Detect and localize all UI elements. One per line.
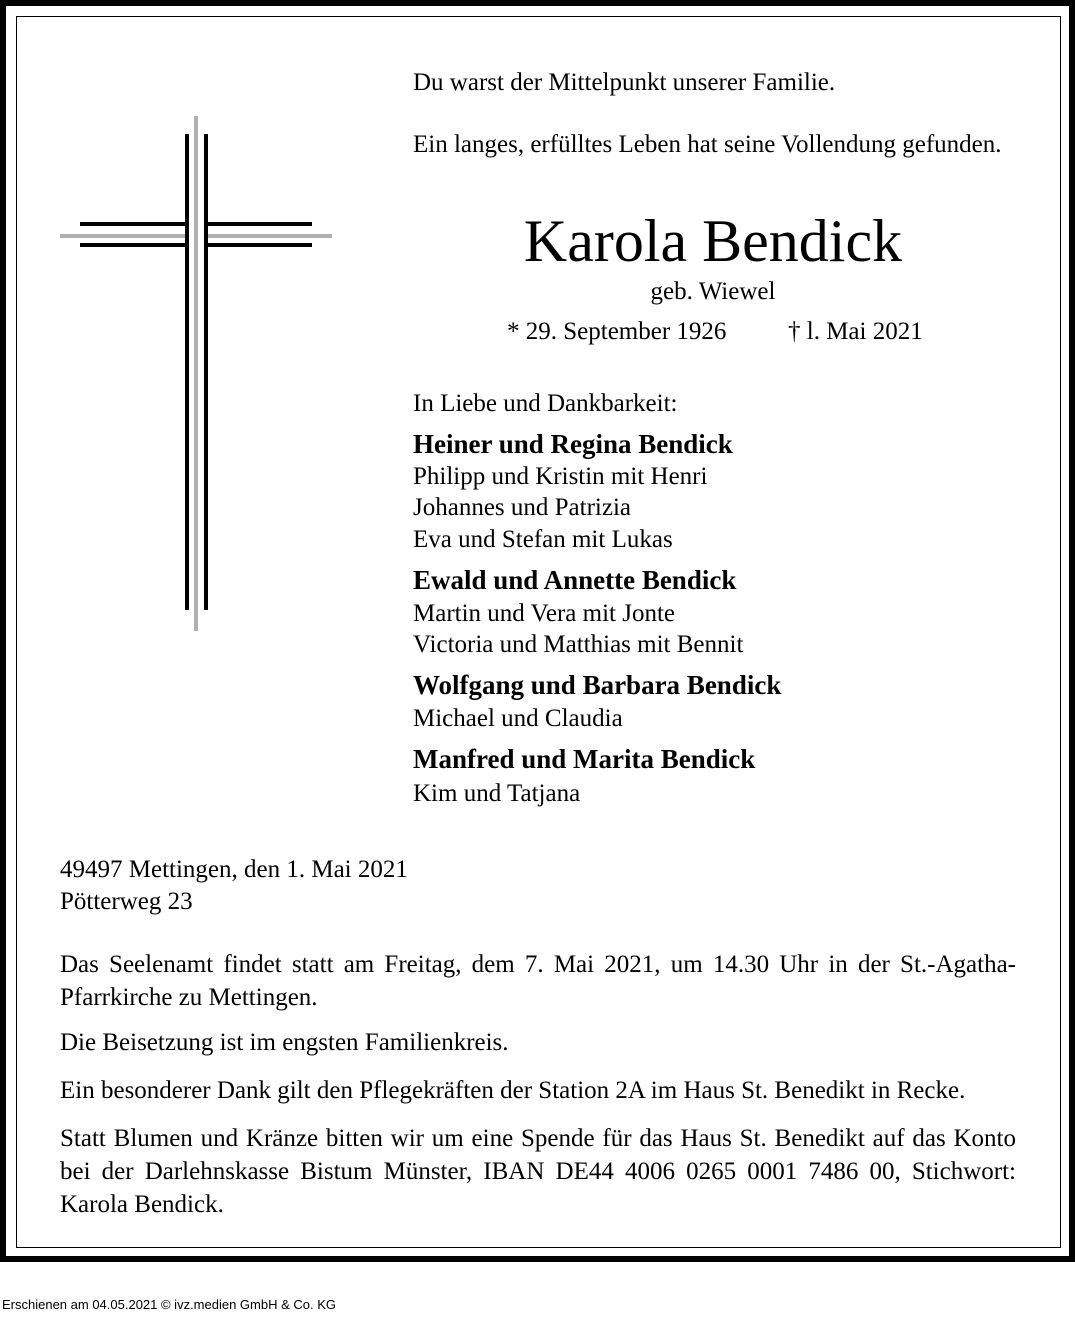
family-member: Philipp und Kristin mit Henri bbox=[413, 463, 708, 490]
cross-icon bbox=[60, 116, 332, 631]
donation-notice: Statt Blumen und Kränze bitten wir um eine Spende für das Haus St. Benedikt auf das Konto bei der Darlehnskasse Bistum Münster, IBAN DE44 4006 0265 0001 7486 00, Stichwort: Karola Bendick. bbox=[60, 1125, 1016, 1218]
thanks-notice: Ein besonderer Dank gilt den Pflegekräften der Station 2A im Haus St. Benedikt in Recke. bbox=[60, 1077, 966, 1104]
deceased-name: Karola Bendick bbox=[523, 208, 903, 274]
death-date: † l. Mai 2021 bbox=[788, 318, 923, 345]
family-member: Johannes und Patrizia bbox=[413, 494, 632, 521]
burial-notice: Die Beisetzung ist im engsten Familienkreis. bbox=[60, 1029, 509, 1056]
family-member: Martin und Vera mit Jonte bbox=[413, 600, 675, 627]
place-date: 49497 Mettingen, den 1. Mai 2021 bbox=[60, 856, 408, 883]
family-member: Victoria und Matthias mit Bennit bbox=[413, 631, 744, 658]
intro-line-2: Ein langes, erfülltes Leben hat seine Vollendung gefunden. bbox=[413, 131, 1002, 158]
family-head: Ewald und Annette Bendick bbox=[413, 565, 737, 595]
mourners-heading: In Liebe und Dankbarkeit: bbox=[413, 390, 678, 417]
maiden-name: geb. Wiewel bbox=[650, 278, 776, 305]
family-head: Heiner und Regina Bendick bbox=[413, 429, 733, 459]
service-notice: Das Seelenamt findet statt am Freitag, dem 7. Mai 2021, um 14.30 Uhr in der St.-Agatha-Pfarrkirche zu Mettingen. bbox=[60, 951, 1016, 1011]
family-member: Kim und Tatjana bbox=[413, 780, 581, 807]
family-head: Manfred und Marita Bendick bbox=[413, 744, 756, 774]
birth-date: * 29. September 1926 bbox=[507, 318, 727, 345]
family-head: Wolfgang und Barbara Bendick bbox=[413, 670, 782, 700]
family-member: Michael und Claudia bbox=[413, 705, 623, 732]
street-address: Pötterweg 23 bbox=[60, 888, 193, 915]
family-member: Eva und Stefan mit Lukas bbox=[413, 526, 673, 553]
intro-line-1: Du warst der Mittelpunkt unserer Familie. bbox=[413, 69, 836, 96]
publication-credit: Erschienen am 04.05.2021 © ivz.medien GmbH & Co. KG bbox=[2, 1297, 337, 1312]
